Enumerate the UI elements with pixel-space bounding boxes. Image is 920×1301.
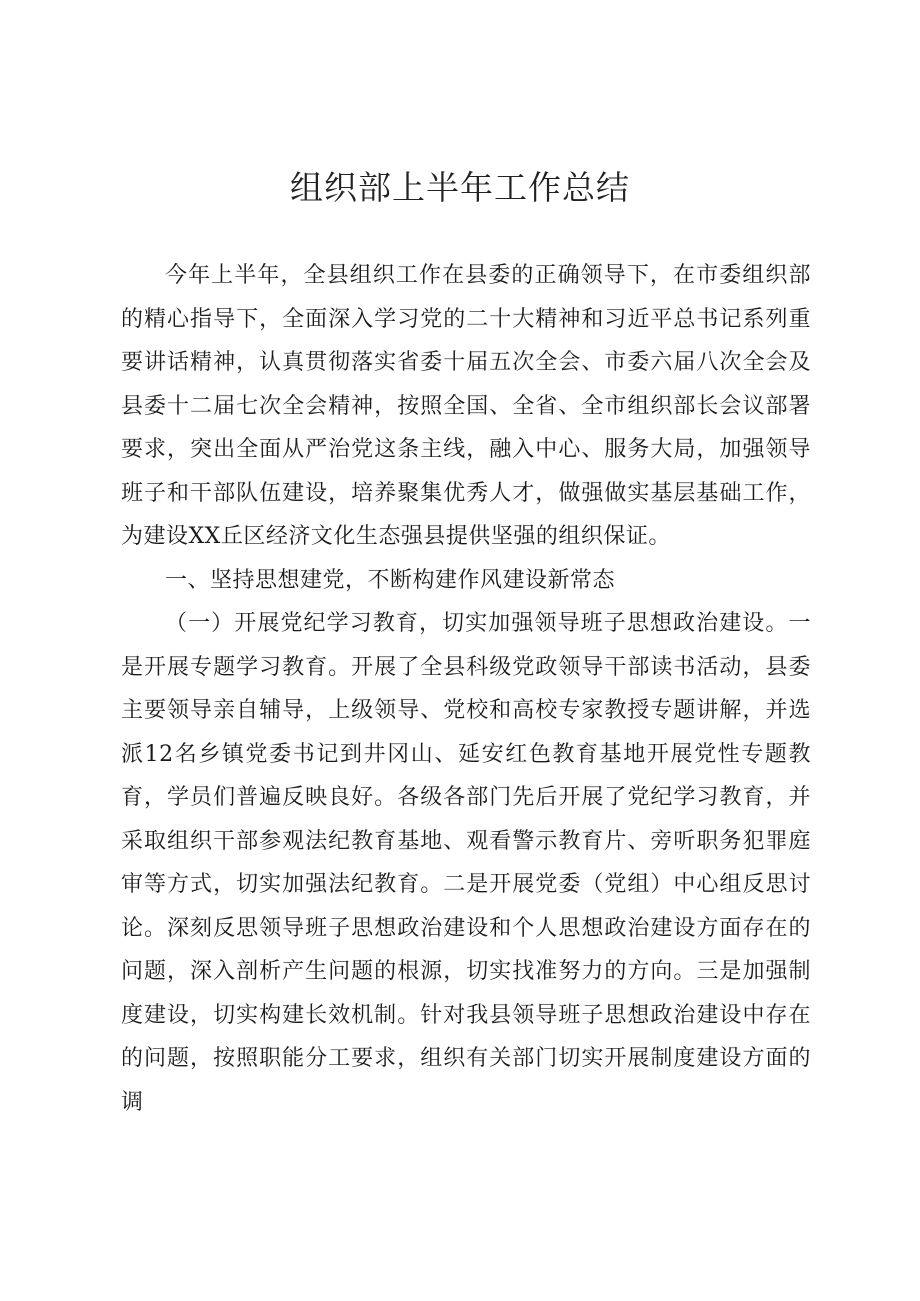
document-body — [121, 254, 811, 1124]
section-heading-1: 一、坚持思想建党，不断构建作风建设新常态 — [165, 567, 616, 593]
document-title: 组织部上半年工作总结 — [290, 168, 630, 207]
intro-paragraph: 今年上半年，全县组织工作在县委的正确领导下，在市委组织部的精心指导下，全面深入学习党的二十大精神和习近平总书记系列重要讲话精神，认真贯彻落实省委十届五次全会、市委六届八次全会及县委十二届七次全会精神，按照全国、全省、全市组织部长会议部署要求，突出全面从严治党这条主线，融入中心、服务大局，加强领导班子和干部队伍建设，培养聚集优秀人才，做强做实基层基础工作，为建设XX丘区经济文化生态强县提供坚强的组织保证。 — [121, 263, 811, 549]
section-1-paragraph-1: （一）开展党纪学习教育，切实加强领导班子思想政治建设。一是开展专题学习教育。开展了全县科级党政领导干部读书活动，县委主要领导亲自辅导，上级领导、党校和高校专家教授专题讲解，并选派12名乡镇党委书记到井冈山、延安红色教育基地开展党性专题教育，学员们普遍反映良好。各级各部门先后开展了党纪学习教育，并采取组织干部参观法纪教育基地、观看警示教育片、旁听职务犯罪庭审等方式，切实加强法纪教育。二是开展党委（党组）中心组反思讨论。深刻反思领导班子思想政治建设和个人思想政治建设方面存在的问题，深入剖析产生问题的根源，切实找准努力的方向。三是加强制度建设，切实构建长效机制。针对我县领导班子思想政治建设中存在的问题，按照职能分工要求，组织有关部门切实开展制度建设方面的调 — [121, 611, 811, 1115]
